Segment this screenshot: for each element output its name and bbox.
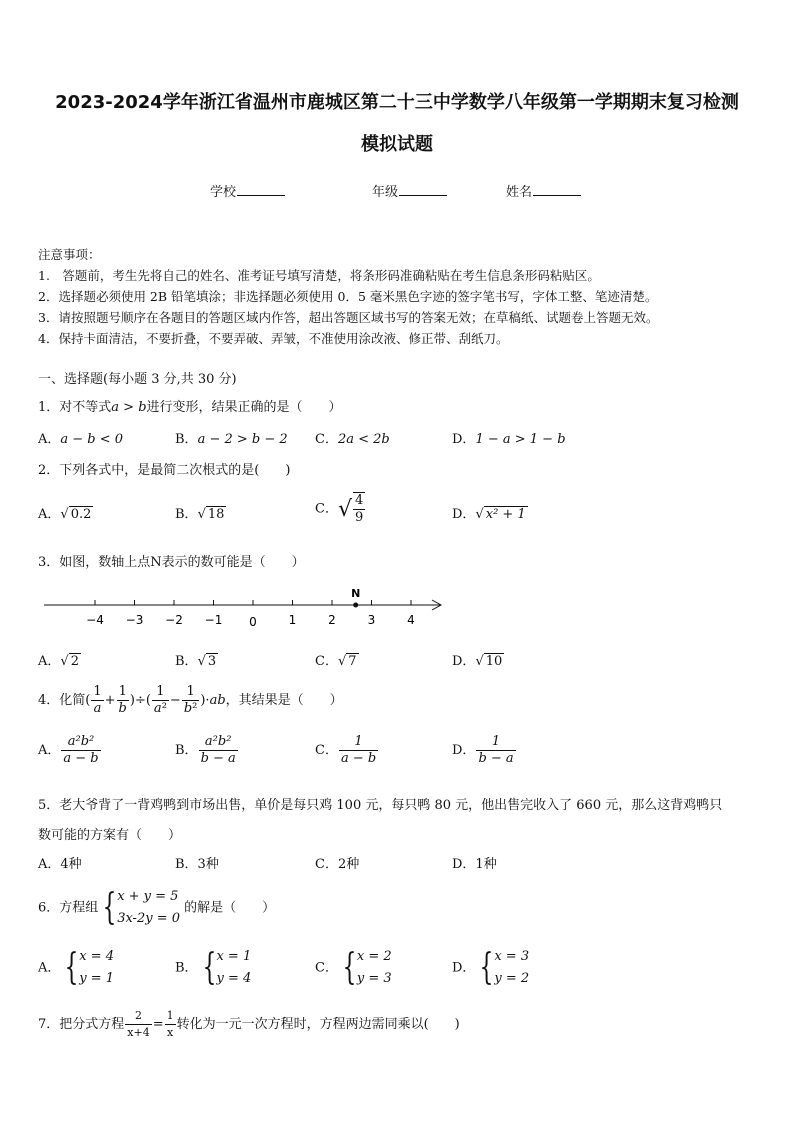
question-6: 6．方程组 {x + y = 5 3x-2y = 0 的解是（ ） <box>38 887 276 928</box>
name-label: 姓名 <box>506 185 533 200</box>
number-line-tick-label: 4 <box>407 613 415 627</box>
point-n-label: N <box>351 587 361 600</box>
q2-option-c: C．√ $\frac{4}{9}$ <box>315 493 364 525</box>
number-line-tick-label: 3 <box>367 613 376 627</box>
number-line <box>44 584 454 630</box>
q6-option-d: D． {x = 3 y = 2 <box>452 947 530 988</box>
school-blank <box>237 195 285 196</box>
q5-option-d: D．1种 <box>452 857 497 872</box>
grade-label: 年级 <box>372 185 399 200</box>
q3-option-b: B．√ 3 <box>175 654 217 669</box>
note-item: 1. 答题前，考生先将自己的姓名、准考证号填写清楚，将条形码准确粘贴在考生信息条形码粘贴区。 <box>38 268 600 283</box>
q1-expr: a > b <box>111 400 147 415</box>
question-7: 7．把分式方程 $\frac{2}{x+4}$ = $\frac{1}{x}$ 转化为一元一次方程时，方程两边需同乘以( ) <box>38 1009 460 1039</box>
q1-option-d: D．1 − a > 1 − b <box>452 432 566 447</box>
question-4: 4．化简( $\frac{1}{a}$ + $\frac{1}{b}$ )÷( $\frac{1}{\text{a²}}$ − $\frac{1}{\text{b²}}$ )·ab，其结果是（ ） <box>38 684 343 716</box>
note-item: 4．保持卡面清洁，不要折叠，不要弄破、弄皱，不准使用涂改液、修正带、刮纸刀。 <box>38 331 509 346</box>
number-line-tick-label: −4 <box>86 613 104 627</box>
school-field <box>210 181 285 200</box>
question-3: 3．如图，数轴上点N表示的数可能是（ ） <box>38 555 305 570</box>
number-line-tick-label: −1 <box>204 613 223 627</box>
q4-option-b: B． $\frac{\text{a²b²}}{b - a}$ <box>175 734 236 766</box>
q6-option-c: C． {x = 2 y = 3 <box>315 947 392 988</box>
q5-option-b: B．3种 <box>175 857 219 872</box>
number-line-tick-label: 0 <box>249 615 257 629</box>
school-label: 学校 <box>210 185 237 200</box>
q3-option-c: C．√ 7 <box>315 654 357 669</box>
note-item: 2．选择题必须使用 2B 铅笔填涂；非选择题必须使用 0．5 毫米黑色字迹的签字笔书写，字体工整、笔迹清楚。 <box>38 289 658 304</box>
q1-option-a: A．a − b < 0 <box>38 432 124 447</box>
point-n <box>353 603 358 608</box>
name-field <box>506 181 581 200</box>
q2-option-b: B．√ 18 <box>175 507 225 522</box>
q2-option-d: D．√ x² + 1 <box>452 507 526 522</box>
title-line-2: 模拟试题 <box>361 134 433 155</box>
q4-option-c: C． $\frac{1}{a - b}$ <box>315 734 377 766</box>
q1-option-b: B．a − 2 > b − 2 <box>175 432 288 447</box>
q1-prefix: 1．对不等式 <box>38 400 112 415</box>
question-2: 2．下列各式中，是最简二次根式的是( ) <box>38 463 291 478</box>
notes-heading: 注意事项： <box>38 247 101 262</box>
question-1 <box>38 396 342 415</box>
title-line-1: 2023-2024学年浙江省温州市鹿城区第二十三中学数学八年级第一学期期末复习检测 <box>55 92 739 113</box>
number-line-tick-label: −3 <box>125 613 144 627</box>
notes <box>38 244 658 349</box>
q1-option-c: C．2a < 2b <box>315 432 390 447</box>
q3-option-d: D．√ 10 <box>452 654 503 669</box>
question-5: 5．老大爷背了一背鸡鸭到市场出售，单价是每只鸡 100 元，每只鸭 80 元，他出售完收入了 660 元，那么这背鸡鸭只 数可能的方案有（ ） <box>38 798 723 843</box>
q3-option-a: A．√ 2 <box>38 654 79 669</box>
q6-option-a: A． {x = 4 y = 1 <box>38 947 115 988</box>
grade-field <box>372 181 447 200</box>
number-line-tick-label: −2 <box>165 613 183 627</box>
q4-option-d: D． $\frac{1}{b - a}$ <box>452 734 514 766</box>
grade-blank <box>399 195 447 196</box>
section-heading: 一、选择题(每小题 3 分,共 30 分) <box>38 372 237 387</box>
q5-option-a: A．4种 <box>38 857 82 872</box>
number-line-tick-label: 2 <box>328 613 336 627</box>
q5-option-c: C．2种 <box>315 857 360 872</box>
q1-suffix: 进行变形，结果正确的是（ ） <box>146 400 342 415</box>
q4-option-a: A． $\frac{\text{a²b²}}{a - b}$ <box>38 734 99 766</box>
q6-option-b: B． {x = 1 y = 4 <box>175 947 252 988</box>
number-line-tick-label: 1 <box>288 613 297 627</box>
name-blank <box>533 195 581 196</box>
q2-option-a: A．√ 0.2 <box>38 507 92 522</box>
note-item: 3．请按照题号顺序在各题目的答题区域内作答，超出答题区域书写的答案无效；在草稿纸、试题卷上答题无效。 <box>38 310 659 325</box>
